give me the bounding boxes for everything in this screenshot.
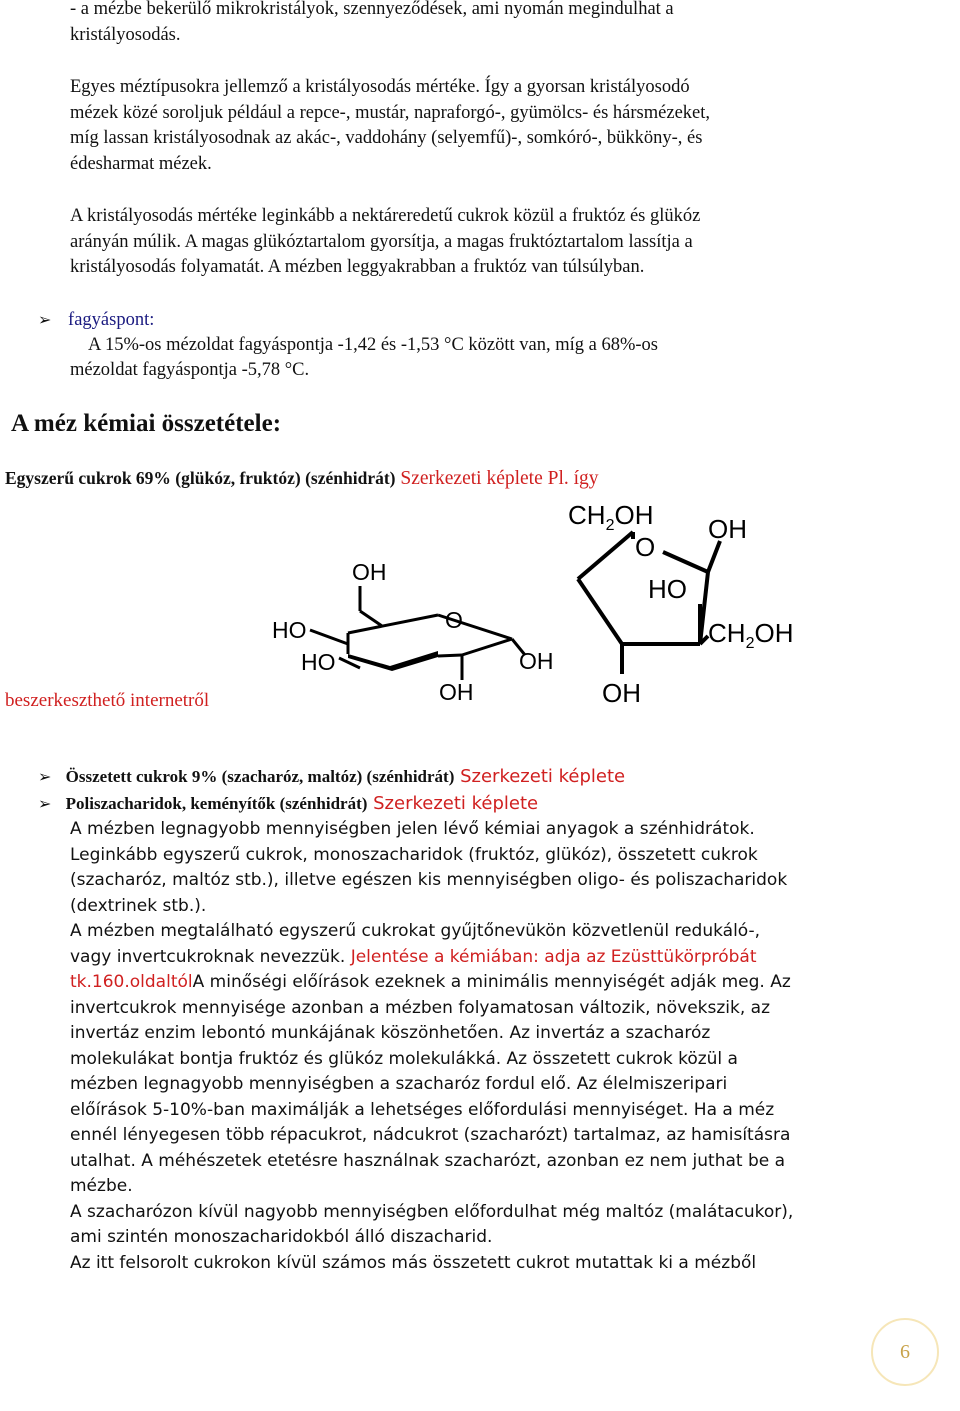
glucose-ho-mid: HO xyxy=(301,649,336,675)
bond xyxy=(310,630,348,644)
freezing-text-line2: mézoldat fagyáspontja -5,78 °C. xyxy=(70,360,310,380)
glucose-oh-right: OH xyxy=(519,648,554,674)
freezing-label: fagyáspont: xyxy=(68,310,155,330)
bond xyxy=(578,579,622,644)
section-heading: A méz kémiai összetétele: xyxy=(11,410,282,437)
fructose-ho-inner: HO xyxy=(648,574,687,604)
text-span: vagy invertcukroknak nevezzük. xyxy=(70,946,351,967)
text-line: mézben legnagyobb mennyiségben a szacharóz fordul elő. Az élelmiszeripari xyxy=(70,1074,728,1094)
bond xyxy=(360,611,382,626)
glucose-ho-left: HO xyxy=(272,617,307,643)
glucose-oh-bottom: OH xyxy=(439,679,474,705)
polysaccharides-item xyxy=(38,790,538,818)
compound-sugars-item xyxy=(38,763,625,791)
text-line: Leginkább egyszerű cukrok, monoszacharidok (fruktóz, glükóz), összetett cukrok xyxy=(70,844,758,865)
glucose-structure xyxy=(262,548,572,718)
text-line: Az itt felsorolt cukrokon kívül számos más összetett cukrot mutattak ki a mézből xyxy=(70,1252,757,1273)
bond xyxy=(708,541,720,572)
text-line: - a mézbe bekerülő mikrokristályok, szennyeződések, ami nyomán megindulhat a xyxy=(70,0,674,19)
text-line: kristályosodás. xyxy=(70,24,181,45)
text-line: molekulákat bontja fruktóz és glükóz molekulákká. Az összetett cukrok közül a xyxy=(70,1048,738,1069)
text-line: mézbe. xyxy=(70,1176,133,1196)
compound-sugars-label: Összetett cukrok 9% (szacharóz, maltóz) (szénhidrát) xyxy=(65,767,455,786)
page-ref-link[interactable]: tk.160.oldaltól xyxy=(70,972,193,992)
text-line: ami szintén monoszacharidokból álló diszacharid. xyxy=(70,1227,493,1247)
text-line: utalhat. A méhészetek etetésre használnak szacharózt, azonban ez nem juthat be a xyxy=(70,1150,786,1171)
polysaccharides-label: Poliszacharidok, keményítők (szénhidrát) xyxy=(65,794,368,813)
text-line: Egyes méztípusokra jellemző a kristályosodás mértéke. Így a gyorsan kristályosodó xyxy=(70,77,690,97)
fructose-ch2oh-right: $CH_2OH$ xyxy=(708,618,794,652)
text-line: (dextrinek stb.). xyxy=(70,895,207,916)
text-line: ennél lényegesen több répacukrot, nádcukrot (szacharózt) tartalmaz, az hamisításra xyxy=(70,1125,791,1145)
text-line: kristályosodás folyamatát. A mézben leggyakrabban a fruktóz van túlsúlyban. xyxy=(70,257,645,277)
text-line: A kristályosodás mértéke leginkább a nektáreredetű cukrok közül a fruktóz és glükóz xyxy=(70,206,701,226)
fructose-oh-bottom: OH xyxy=(602,678,641,708)
paragraph-crystals xyxy=(70,0,674,48)
glucose-ring-oxygen: O xyxy=(445,607,463,633)
fructose-oh-right-top: OH xyxy=(708,514,747,544)
paragraph-honey-types xyxy=(70,75,710,177)
bullet-arrow-icon: ➢ xyxy=(38,767,52,786)
text-line: arányán múlik. A magas glükóztartalom gyorsítja, a magas fruktóztartalom lassítja a xyxy=(70,231,693,252)
freezing-point-item xyxy=(38,307,154,334)
glucose-oh-top: OH xyxy=(352,559,387,585)
bullet-arrow-icon: ➢ xyxy=(38,310,52,329)
editable-internet-link[interactable]: beszerkeszthető internetről xyxy=(5,690,210,711)
fructose-structure xyxy=(560,494,820,714)
text-line: invertáz enzim lebontó munkájának köszönhetően. Az invertáz a szacharóz xyxy=(70,1023,711,1043)
text-line: (szacharóz, maltóz stb.), illetve egészen kis mennyiségben oligo- és poliszacharidok xyxy=(70,870,788,890)
meaning-link[interactable]: Jelentése a kémiában: adja az Ezüsttükörpróbát xyxy=(350,946,757,967)
simple-sugars-label: Egyszerű cukrok 69% (glükóz, fruktóz) (szénhidrát) xyxy=(5,468,396,488)
bold-wedge xyxy=(348,651,438,671)
bond xyxy=(438,655,462,656)
poly-structure-link[interactable]: Szerkezeti képlete xyxy=(367,793,539,814)
bond xyxy=(663,552,708,572)
text-line: A szacharózon kívül nagyobb mennyiségben előfordulhat még maltóz (malátacukor), xyxy=(70,1201,794,1222)
text-line: invertcukrok mennyisége azonban a mézben folyamatosan változik, növekszik, az xyxy=(70,997,771,1018)
text-line: előírások 5-10%-ban maximálják a lehetséges előfordulási mennyiséget. Ha a méz xyxy=(70,1099,775,1120)
text-line xyxy=(70,970,793,996)
compound-structure-link[interactable]: Szerkezeti képlete xyxy=(454,766,626,787)
text-line xyxy=(70,945,793,971)
text-line: A mézben megtalálható egyszerű cukrokat gyűjtőnevükön közvetlenül redukáló-, xyxy=(70,921,761,941)
text-line: A mézben legnagyobb mennyiségben jelen lévő kémiai anyagok a szénhidrátok. xyxy=(70,819,755,839)
bond xyxy=(578,532,633,579)
bond xyxy=(348,615,438,633)
fructose-ring-oxygen: O xyxy=(635,532,656,562)
text-line: míg lassan kristályosodnak az akác-, vaddohány (selyemfű)-, somkóró-, bükköny-, és xyxy=(70,128,703,148)
structure-formula-link[interactable]: Szerkezeti képlete Pl. így xyxy=(395,468,599,489)
bond xyxy=(462,639,512,655)
simple-sugars-line xyxy=(5,464,599,493)
bullet-arrow-icon: ➢ xyxy=(38,794,52,813)
page-number: 6 xyxy=(871,1318,939,1386)
paragraph-crystallization-ratio xyxy=(70,204,700,281)
freezing-text-line1: A 15%-os mézoldat fagyáspontja -1,42 és -1,53 °C között van, míg a 68%-os xyxy=(88,335,658,355)
fructose-ch2oh-top: $CH_2OH$ xyxy=(568,500,654,534)
text-span: A minőségi előírások ezeknek a minimális mennyiségét adják meg. Az xyxy=(192,972,791,992)
text-line: mézek közé soroljuk például a repce-, mustár, napraforgó-, gyümölcs- és hársmézeket, xyxy=(70,102,711,123)
body-text xyxy=(70,817,793,1276)
text-line: édesharmat mézek. xyxy=(70,153,212,174)
